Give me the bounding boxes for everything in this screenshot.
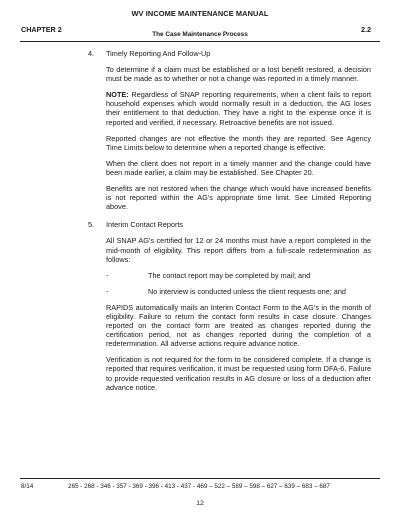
page-number: 12 — [196, 500, 204, 507]
item-number: 5. — [88, 220, 95, 230]
item-number: 4. — [88, 49, 95, 58]
item-title: Timely Reporting And Follow-Up — [106, 49, 211, 58]
paragraph: Verification is not required for the form to be considered complete. If a change is reported that requires verification, it must be requested using form DFA-6. Failure to provide requested verification results in AG closure or loss of a deduction after advance notice. — [106, 355, 371, 392]
list-item-text: No interview is conducted unless the client requests one; and — [148, 286, 346, 296]
dash-marker: - — [106, 286, 109, 296]
revision-date: 8/14 — [21, 483, 34, 490]
paragraph: To determine if a claim must be established or a lost benefit restored, a decision must be made as to whether or not a change was reported in a timely manner. — [106, 65, 371, 84]
paragraph: All SNAP AG’s certified for 12 or 24 months must have a report completed in the mid-month of eligibility. This report differs from a full-scale redetermination as follows: — [106, 236, 371, 264]
note-paragraph — [106, 90, 371, 126]
footer-divider — [20, 478, 380, 479]
chapter-label: CHAPTER 2 — [21, 25, 62, 34]
revision-codes: 265 - 268 - 346 - 357 - 369 - 396 - 413 - 437 - 469 – 522 – 589 – 598 – 627 – 639 – 683 – 687 — [68, 483, 330, 490]
document-body — [88, 49, 371, 392]
paragraph: Benefits are not restored when the change which would have increased benefits is not reported within the AG’s appropriate time limit. See Limited Reporting above. — [106, 184, 371, 212]
paragraph: RAPIDS automatically mails an Interim Contact Form to the AG’s in the month of eligibility. Failure to return the contact form results in case closure. Changes reported on the contact form are treated as changes reported during the certification period, not as changes reported during the completion of a redetermination. All adverse actions require advance notice. — [106, 302, 371, 349]
item-title: Interim Contact Reports — [106, 220, 184, 230]
paragraph: When the client does not report in a timely manner and the change could have been made earlier, a claim may be established. See Chapter 20. — [106, 158, 371, 177]
paragraph: Reported changes are not effective the month they are reported. See Agency Time Limits below to determine when a reported change is effective. — [106, 133, 371, 152]
section-title: The Case Maintenance Process — [152, 31, 248, 38]
list-item — [106, 287, 371, 296]
manual-title: WV INCOME MAINTENANCE MANUAL — [131, 9, 269, 18]
item-5-heading — [88, 220, 371, 229]
header-divider — [20, 41, 380, 42]
list-item-text: The contact report may be completed by mail; and — [148, 270, 311, 280]
dash-marker: - — [106, 270, 109, 280]
section-number: 2.2 — [361, 25, 371, 34]
item-4-heading — [88, 49, 371, 58]
list-item — [106, 271, 371, 280]
note-text: Regardless of SNAP reporting requirements, when a client fails to report household expenses which would normally result in a deduction, the AG loses their entitlement to that deduction. They have a right to the expense once it is reported and verified, if necessary. Retroactive benefits are not issued. — [106, 90, 371, 127]
note-label: NOTE: — [106, 90, 129, 100]
spacer — [88, 211, 371, 220]
